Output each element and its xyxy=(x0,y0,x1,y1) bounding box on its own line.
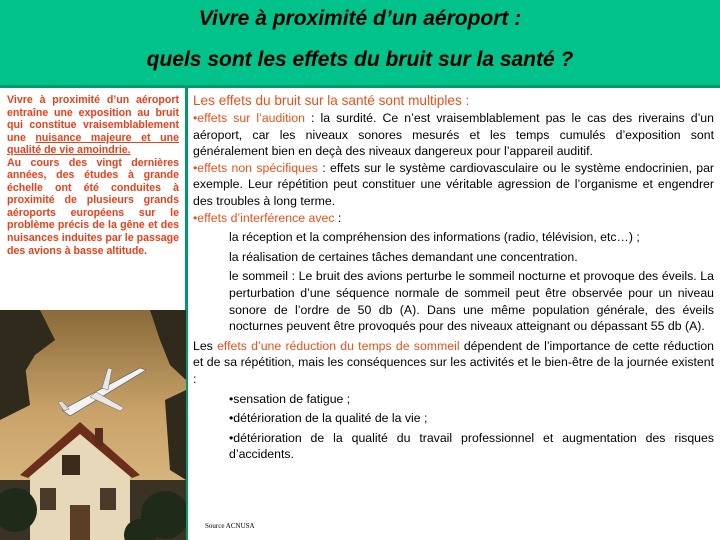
interference-item: le sommeil : Le bruit des avions perturbe le sommeil nocturne et provoque des éveils. La perturbation d’une séquence normale de sommeil peut être observée pour un niveau sonore de l’ordre de 50 db (A). Dans une même population générale, des éveils nocturnes peuvent être provoqués pour des niveaux atteignant ou dépassant 55 db (A). xyxy=(229,269,714,334)
sleep-text: dépendent de l’importance de cette réduction et de sa répétition, mais les conséquences sur les activités et le bien-être de la journée existent : xyxy=(193,338,714,386)
nonspecific-text: : effets sur le système cardiovasculaire ou le système endocrinien, par exemple. Leur répétition peut constituer une véritable agression de l’organisme et engendrer des troubles à long terme. xyxy=(193,160,714,208)
nonspecific-term: •effets non spécifiques xyxy=(193,160,318,175)
sleep-pre: Les xyxy=(193,338,218,353)
nonspecific-paragraph xyxy=(193,160,714,210)
sleep-item: •détérioration de la qualité de la vie ; xyxy=(229,411,428,426)
intro-paragraph-2: Au cours des vingt dernières années, des études à grande échelle ont été conduites à proximité de plusieurs grands aéroports européens sur le problème précis de la gêne et des nuisances induites par le passage des avions à basse altitude. xyxy=(7,156,179,257)
intro-sidebar xyxy=(0,88,185,310)
audition-term: •effets sur l’audition xyxy=(193,111,305,125)
intro-underlined: nuisance majeure et une qualité de vie amoindrie. xyxy=(7,131,179,157)
sleep-item: •détérioration de la qualité du travail professionnel et augmentation des risques d’accidents. xyxy=(229,430,714,462)
interference-item: la réalisation de certaines tâches demandant une concentration. xyxy=(229,249,578,264)
title-line-2: quels sont les effets du bruit sur la santé ? xyxy=(146,48,574,71)
audition-text: : la surdité. Ce n’est vraisemblablement pas le cas des riverains d’un aéroport, car les niveaux sonores mesurés et les temps cumulés d’exposition sont généralement bien en deçà des niveaux dangereux pour l’appareil auditif. xyxy=(193,111,714,159)
source-credit: Source ACNUSA xyxy=(205,522,255,531)
title-line-1: Vivre à proximité d’un aéroport : xyxy=(198,7,522,30)
photo-illustration xyxy=(0,310,186,540)
intro-paragraph-1 xyxy=(7,94,179,157)
airplane-over-house-photo xyxy=(0,310,186,540)
sleep-term: effets d’une réduction du temps de sommeil xyxy=(217,338,460,353)
intro-text: Vivre à proximité d’un aéroport entraîne une exposition au bruit qui constitue vraisemblablement une xyxy=(7,94,179,144)
main-content xyxy=(188,88,720,540)
audition-paragraph xyxy=(193,110,714,160)
sleep-paragraph xyxy=(193,338,714,388)
interference-term: •effets d’interférence avec xyxy=(193,210,335,225)
interference-colon: : xyxy=(334,210,342,225)
interference-paragraph xyxy=(193,210,714,227)
interference-item: la réception et la compréhension des informations (radio, télévision, etc…) ; xyxy=(229,230,640,245)
effects-lead: Les effets du bruit sur la santé sont multiples : xyxy=(193,93,470,108)
sleep-item: •sensation de fatigue ; xyxy=(229,391,351,406)
slide-header xyxy=(0,0,720,85)
